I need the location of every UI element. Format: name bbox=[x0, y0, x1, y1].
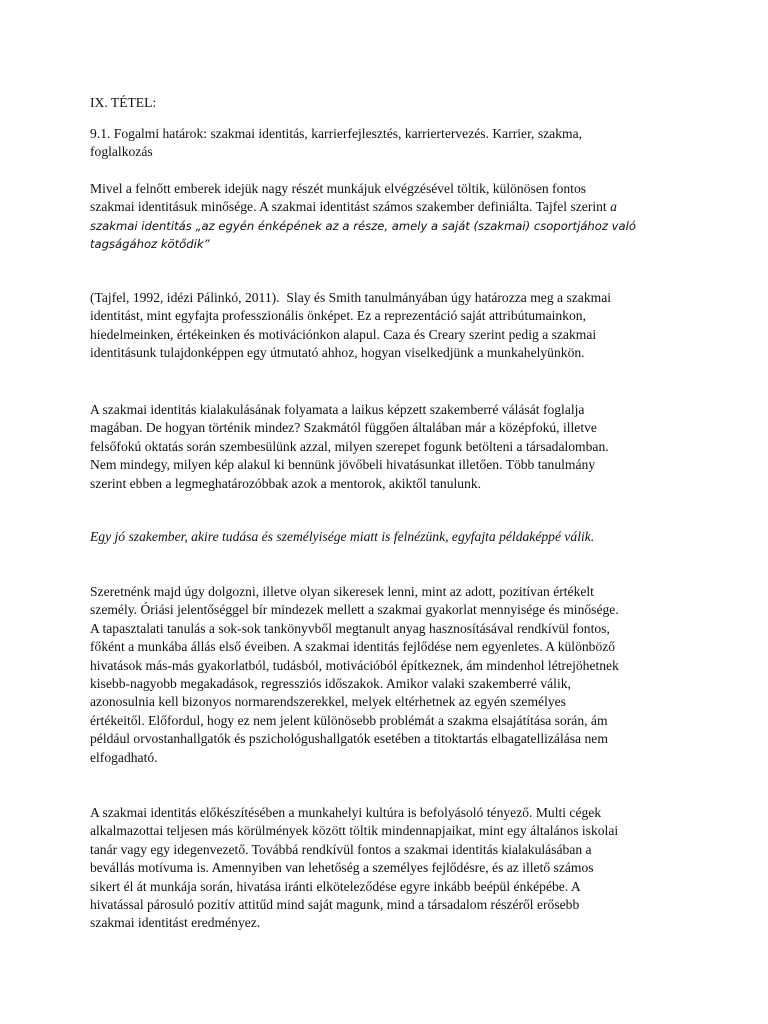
paragraph-3 bbox=[90, 401, 686, 493]
paragraph-6 bbox=[90, 804, 686, 933]
paragraph-2 bbox=[90, 289, 686, 363]
paragraph-line: A szakmai identitás kialakulásának folyamata a laikus képzett szakemberré válását foglalja bbox=[90, 402, 585, 417]
paragraph-line: A szakmai identitás előkészítésében a munkahelyi kultúra is befolyásoló tényező. Multi cégek bbox=[90, 805, 602, 820]
paragraph-line: hivatással párosuló pozitív attitűd mind saját magunk, mind a társadalom részéről erősebb bbox=[90, 897, 580, 913]
section-subtitle bbox=[90, 125, 686, 162]
paragraph-5 bbox=[90, 583, 686, 767]
paragraph-4-italic bbox=[90, 528, 686, 546]
paragraph-line: identitást, mint egyfajta professzionális önképet. Ez a reprezentáció saját attribútumainkon, bbox=[90, 308, 586, 324]
quote-line: tagságához kötődik” bbox=[90, 237, 210, 252]
paragraph-line: A tapasztalati tanulás a sok-sok tankönyvből megtanult anyag hasznosításával rendkívül fontos, bbox=[90, 620, 610, 636]
paragraph-line: például orvostanhallgatók és pszichológushallgatók esetében a titoktartás elbagatellizálása nem bbox=[90, 731, 608, 747]
paragraph-line: elfogadható. bbox=[90, 749, 158, 765]
paragraph-line: tanár vagy egy idegenvezető. Továbbá rendkívül fontos a szakmai identitás kialakulásában a bbox=[90, 841, 592, 857]
paragraph-line: magában. De hogyan történik mindez? Szakmától függően általában már a középfokú, illetve bbox=[90, 420, 597, 436]
paragraph-line: identitásunk tulajdonképpen egy útmutató ahhoz, hogyan viselkedjünk a munkahelyünkön. bbox=[90, 345, 585, 361]
paragraph-line: felsőfokú oktatás során szembesülünk azzal, milyen szerepet fogunk betölteni a társadalomban. bbox=[90, 438, 609, 454]
plain-text: szakmai identitásuk minősége. A szakmai identitást számos szakember definiálta. Tajfel szerint bbox=[90, 199, 607, 215]
paragraph-line bbox=[90, 198, 686, 216]
paragraph-line: hivatások más-más gyakorlatból, tudásból, motivációból építkeznek, ám mindenhol létrejöhetnek bbox=[90, 657, 619, 673]
paragraph-line: alkalmazottai teljesen más körülmények között töltik mindennapjaikat, mint egy általános iskolai bbox=[90, 823, 619, 839]
paragraph-line: (Tajfel, 1992, idézi Pálinkó, 2011). Slay és Smith tanulmányában úgy határozza meg a szakmai bbox=[90, 290, 612, 305]
paragraph-line: szakmai identitást eredményez. bbox=[90, 915, 261, 931]
subtitle-line: foglalkozás bbox=[90, 144, 153, 160]
paragraph-line: sikert él át munkája során, hivatása iránti elköteleződése egyre inkább beépül énképébe. A bbox=[90, 878, 581, 894]
paragraph-line: Nem mindegy, milyen kép alakul ki bennünk jövőbeli hivatásunkat illetően. Több tanulmány bbox=[90, 457, 596, 473]
paragraph-line: főként a munkába állás első éveiben. A szakmai identitás fejlődése nem egyenletes. A különböző bbox=[90, 639, 616, 655]
paragraph-line: Szeretnénk majd úgy dolgozni, illetve olyan sikeresek lenni, mint az adott, pozitívan értékelt bbox=[90, 584, 594, 599]
paragraph-line: bevállás motívuma is. Amennyiben van lehetőség a személyes fejlődésre, és az illető számos bbox=[90, 860, 594, 876]
paragraph-line: Mivel a felnőtt emberek idejük nagy részét munkájuk elvégzésével töltik, különösen fontos bbox=[90, 181, 587, 196]
paragraph-line: szerint ebben a legmeghatározóbbak azok a mentorok, akiktől tanulunk. bbox=[90, 475, 482, 491]
subtitle-line: 9.1. Fogalmi határok: szakmai identitás, karrierfejlesztés, karriertervezés. Karrier, szakma, bbox=[90, 126, 583, 141]
paragraph-line: Egy jó szakember, akire tudása és személyisége miatt is felnézünk, egyfajta példaképpé válik. bbox=[90, 529, 595, 544]
quote-start: a bbox=[610, 199, 617, 215]
paragraph-line: kisebb-nagyobb megakadások, regressziós időszakok. Amikor valaki szakemberré válik, bbox=[90, 676, 571, 692]
paragraph-line: azonosulnia kell bizonyos normarendszerekkel, melyek eltérhetnek az egyén személyes bbox=[90, 694, 566, 710]
section-heading bbox=[90, 94, 686, 112]
quote-line: szakmai identitás „az egyén énképének az a része, amely a saját (szakmai) csoportjához való bbox=[90, 218, 636, 233]
paragraph-line: személy. Óriási jelentőséggel bír mindezek mellett a szakmai gyakorlat mennyisége és minősége. bbox=[90, 602, 619, 618]
heading-text: IX. TÉTEL: bbox=[90, 95, 157, 110]
paragraph-line: hiedelmeinken, értékeinken és motivációnkon alapul. Caza és Creary szerint pedig a szakmai bbox=[90, 326, 597, 342]
paragraph-1 bbox=[90, 180, 686, 254]
paragraph-line: értékeitől. Előfordul, hogy ez nem jelent különösebb problémát a szakma elsajátítása során, ám bbox=[90, 712, 608, 728]
